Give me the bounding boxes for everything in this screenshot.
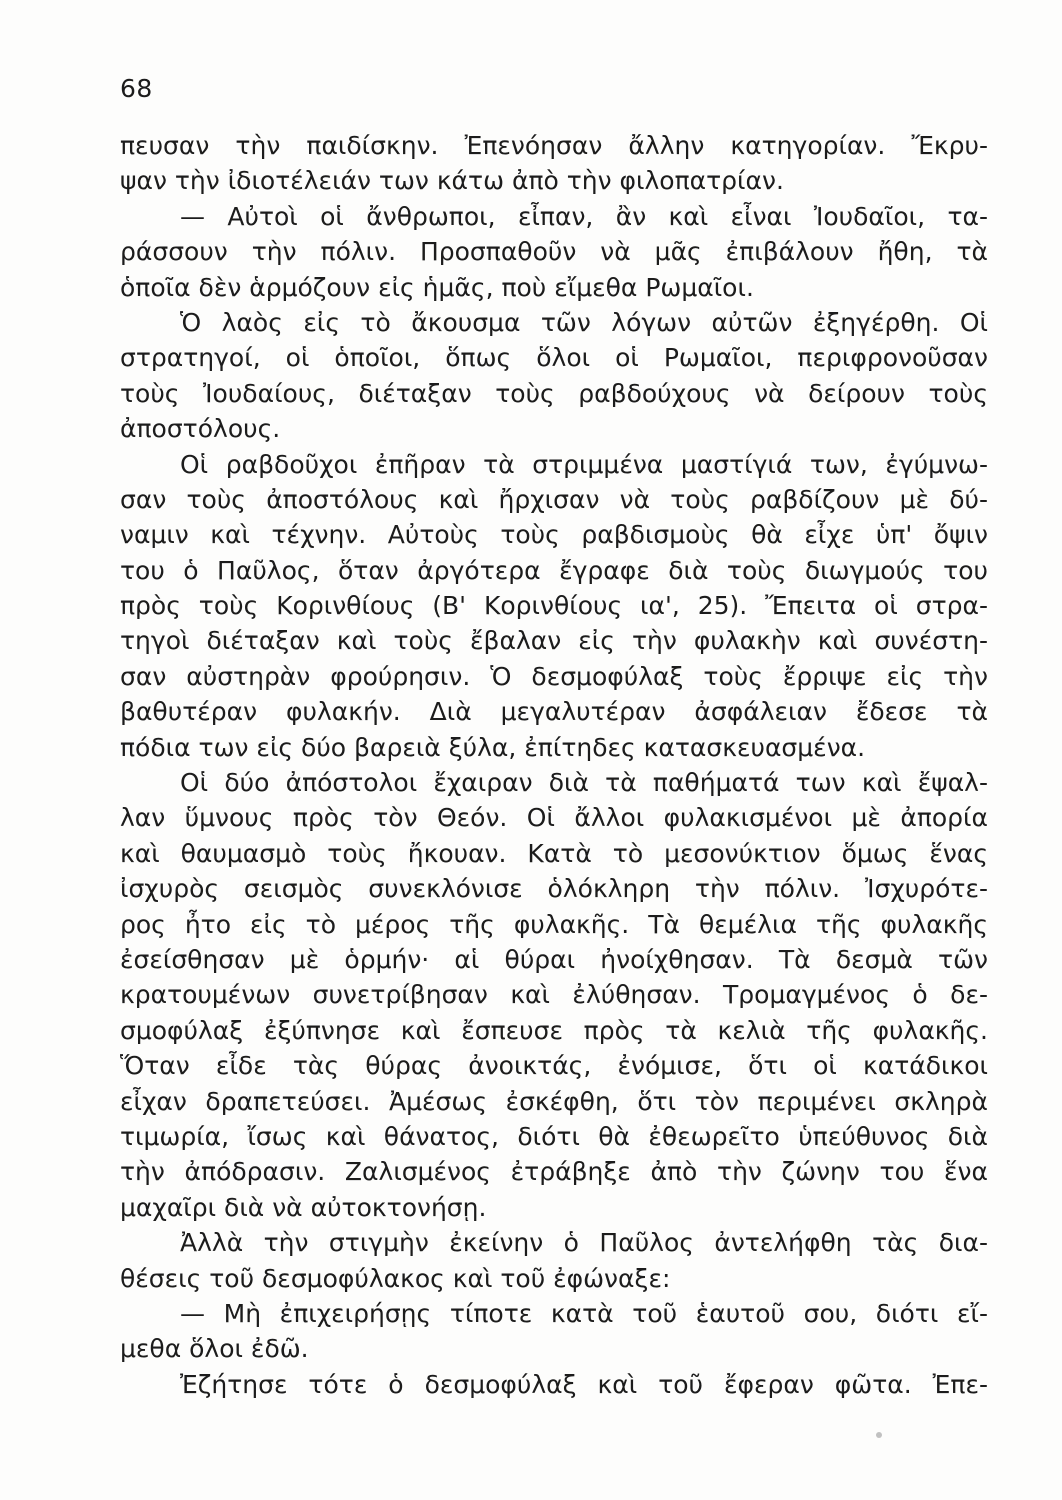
- text-line: σαν αὐστηρὰν φρούρησιν. Ὁ δεσμοφύλαξ τοὺς ἔρριψε εἰς τὴν: [120, 661, 988, 691]
- body-text: [120, 128, 988, 1402]
- text-line: — Αὐτοὶ οἱ ἄνθρωποι, εἶπαν, ἂν καὶ εἶναι Ἰουδαῖοι, τα-: [180, 201, 988, 231]
- text-line: σμοφύλαξ ἐξύπνησε καὶ ἔσπευσε πρὸς τὰ κελιὰ τῆς φυλακῆς.: [120, 1015, 988, 1045]
- text-line: Ὅταν εἶδε τὰς θύρας ἀνοικτάς, ἐνόμισε, ὅτι οἱ κατάδικοι: [120, 1051, 988, 1081]
- text-line: ναμιν καὶ τέχνην. Αὐτοὺς τοὺς ραβδισμοὺς θὰ εἶχε ὑπ' ὄψιν: [120, 520, 988, 550]
- text-line: βαθυτέραν φυλακήν. Διὰ μεγαλυτέραν ἀσφάλειαν ἔδεσε τὰ: [120, 697, 988, 727]
- page-number: 68: [120, 74, 153, 103]
- text-line: καὶ θαυμασμὸ τοὺς ἤκουαν. Κατὰ τὸ μεσονύκτιον ὅμως ἕνας: [120, 838, 988, 868]
- text-line: σαν τοὺς ἀποστόλους καὶ ἤρχισαν νὰ τοὺς ραβδίζουν μὲ δύ-: [120, 484, 988, 514]
- text-line: στρατηγοί, οἱ ὁποῖοι, ὅπως ὅλοι οἱ Ρωμαῖοι, περιφρονοῦσαν: [120, 343, 988, 373]
- text-line: ψαν τὴν ἰδιοτέλειάν των κάτω ἀπὸ τὴν φιλοπατρίαν.: [120, 166, 784, 196]
- ink-speck: [876, 1432, 882, 1438]
- text-line: μαχαῖρι διὰ νὰ αὐτοκτονήσῃ.: [120, 1192, 487, 1222]
- text-line: ἀποστόλους.: [120, 414, 281, 444]
- text-line: ἰσχυρὸς σεισμὸς συνεκλόνισε ὁλόκληρη τὴν πόλιν. Ἰσχυρότε-: [120, 874, 988, 904]
- text-line: ρος ἦτο εἰς τὸ μέρος τῆς φυλακῆς. Τὰ θεμέλια τῆς φυλακῆς: [120, 909, 988, 939]
- text-line: του ὁ Παῦλος, ὅταν ἀργότερα ἔγραφε διὰ τοὺς διωγμούς του: [120, 555, 988, 585]
- text-line: λαν ὕμνους πρὸς τὸν Θεόν. Οἱ ἄλλοι φυλακισμένοι μὲ ἀπορία: [120, 803, 988, 833]
- text-line: Ἐζήτησε τότε ὁ δεσμοφύλαξ καὶ τοῦ ἔφεραν φῶτα. Ἐπε-: [180, 1369, 988, 1399]
- text-line: Ὁ λαὸς εἰς τὸ ἄκουσμα τῶν λόγων αὐτῶν ἐξηγέρθη. Οἱ: [180, 307, 988, 337]
- text-line: τὴν ἀπόδρασιν. Ζαλισμένος ἐτράβηξε ἀπὸ τὴν ζώνην του ἕνα: [120, 1157, 988, 1187]
- text-line: πευσαν τὴν παιδίσκην. Ἐπενόησαν ἄλλην κατηγορίαν. Ἔκρυ-: [120, 131, 988, 160]
- text-line: Ἀλλὰ τὴν στιγμὴν ἐκείνην ὁ Παῦλος ἀντελήφθη τὰς δια-: [180, 1228, 988, 1258]
- text-line: ράσσουν τὴν πόλιν. Προσπαθοῦν νὰ μᾶς ἐπιβάλουν ἤθη, τὰ: [120, 237, 988, 267]
- text-line: τηγοὶ διέταξαν καὶ τοὺς ἔβαλαν εἰς τὴν φυλακὴν καὶ συνέστη-: [120, 626, 988, 656]
- text-line: μεθα ὅλοι ἐδῶ.: [120, 1334, 309, 1364]
- text-line: Οἱ ραβδοῦχοι ἐπῆραν τὰ στριμμένα μαστίγιά των, ἐγύμνω-: [180, 449, 988, 479]
- text-line: κρατουμένων συνετρίβησαν καὶ ἐλύθησαν. Τρομαγμένος ὁ δε-: [120, 980, 988, 1010]
- text-line: τοὺς Ἰουδαίους, διέταξαν τοὺς ραβδούχους νὰ δείρουν τοὺς: [120, 378, 988, 408]
- text-line: θέσεις τοῦ δεσμοφύλακος καὶ τοῦ ἐφώναξε:: [120, 1263, 671, 1293]
- text-line: Οἱ δύο ἀπόστολοι ἔχαιραν διὰ τὰ παθήματά των καὶ ἔψαλ-: [180, 768, 988, 798]
- text-line: ἐσείσθησαν μὲ ὁρμήν· αἱ θύραι ἠνοίχθησαν. Τὰ δεσμὰ τῶν: [120, 944, 988, 974]
- text-line: πρὸς τοὺς Κορινθίους (Β' Κορινθίους ια', 25). Ἔπειτα οἱ στρα-: [120, 591, 988, 621]
- text-line: τιμωρία, ἴσως καὶ θάνατος, διότι θὰ ἐθεωρεῖτο ὑπεύθυνος διὰ: [120, 1121, 988, 1151]
- text-line: πόδια των εἰς δύο βαρειὰ ξύλα, ἐπίτηδες κατασκευασμένα.: [120, 732, 866, 762]
- text-line: ὁποῖα δὲν ἁρμόζουν εἰς ἡμᾶς, ποὺ εἴμεθα Ρωμαῖοι.: [120, 272, 754, 302]
- text-line: — Μὴ ἐπιχειρήσῃς τίποτε κατὰ τοῦ ἑαυτοῦ σου, διότι εἴ-: [180, 1298, 988, 1328]
- text-line: εἶχαν δραπετεύσει. Ἀμέσως ἐσκέφθη, ὅτι τὸν περιμένει σκληρὰ: [120, 1086, 988, 1116]
